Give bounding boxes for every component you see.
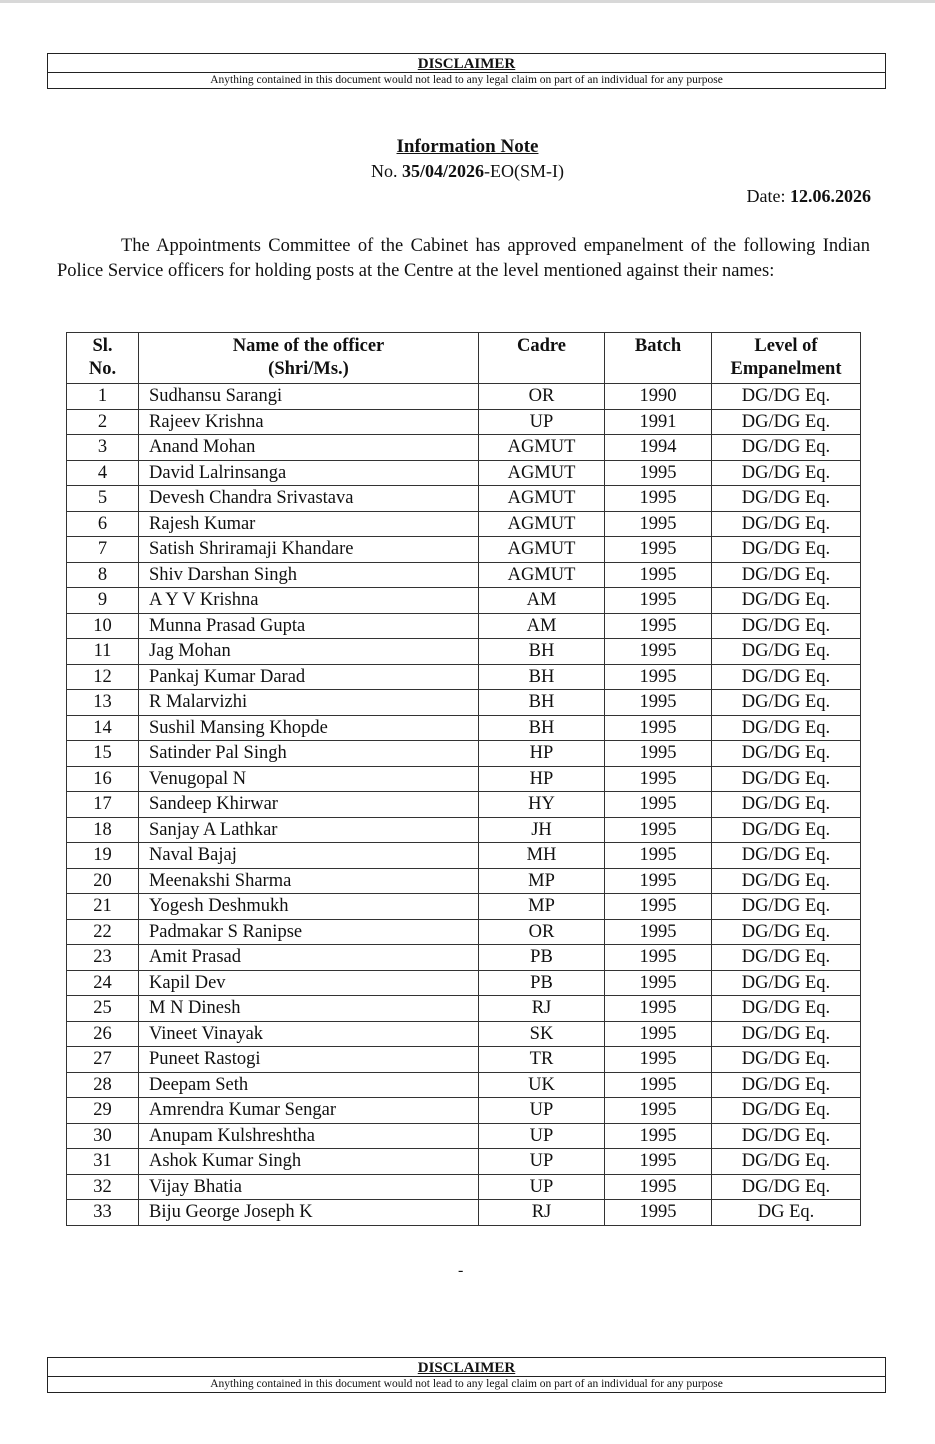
table-row <box>67 1174 861 1200</box>
cell-level: DG/DG Eq. <box>712 384 861 410</box>
cell-level: DG/DG Eq. <box>712 996 861 1022</box>
cell-name: A Y V Krishna <box>139 588 479 614</box>
disclaimer-text: Anything contained in this document would not lead to any legal claim on part of an individual for any purpose <box>210 1378 723 1390</box>
cell-level: DG/DG Eq. <box>712 1149 861 1175</box>
cell-level: DG/DG Eq. <box>712 817 861 843</box>
cell-batch: 1995 <box>605 639 712 665</box>
cell-level: DG/DG Eq. <box>712 1174 861 1200</box>
cell-sl: 6 <box>67 511 139 537</box>
cell-name: Sandeep Khirwar <box>139 792 479 818</box>
cell-batch: 1995 <box>605 588 712 614</box>
cell-sl: 17 <box>67 792 139 818</box>
cell-sl: 23 <box>67 945 139 971</box>
cell-level: DG/DG Eq. <box>712 1098 861 1124</box>
information-note-title: Information Note <box>396 136 539 157</box>
cell-cadre: UP <box>479 1174 605 1200</box>
cell-level: DG/DG Eq. <box>712 690 861 716</box>
cell-cadre: BH <box>479 639 605 665</box>
cell-batch: 1995 <box>605 1098 712 1124</box>
cell-cadre: AM <box>479 613 605 639</box>
cell-sl: 26 <box>67 1021 139 1047</box>
cell-sl: 25 <box>67 996 139 1022</box>
officers-table <box>66 332 861 1226</box>
cell-name: Vineet Vinayak <box>139 1021 479 1047</box>
cell-cadre: MH <box>479 843 605 869</box>
cell-cadre: OR <box>479 919 605 945</box>
cell-sl: 10 <box>67 613 139 639</box>
cell-sl: 19 <box>67 843 139 869</box>
cell-name: Jag Mohan <box>139 639 479 665</box>
cell-batch: 1995 <box>605 715 712 741</box>
table-row <box>67 996 861 1022</box>
cell-sl: 33 <box>67 1200 139 1226</box>
cell-level: DG/DG Eq. <box>712 970 861 996</box>
cell-level: DG/DG Eq. <box>712 766 861 792</box>
cell-cadre: AGMUT <box>479 435 605 461</box>
cell-batch: 1995 <box>605 486 712 512</box>
cell-batch: 1995 <box>605 1149 712 1175</box>
table-row <box>67 409 861 435</box>
disclaimer-text: Anything contained in this document would not lead to any legal claim on part of an individual for any purpose <box>210 74 723 86</box>
cell-cadre: HP <box>479 741 605 767</box>
cell-sl: 12 <box>67 664 139 690</box>
cell-level: DG/DG Eq. <box>712 537 861 563</box>
cell-sl: 16 <box>67 766 139 792</box>
cell-level: DG/DG Eq. <box>712 562 861 588</box>
cell-name: Anand Mohan <box>139 435 479 461</box>
cell-batch: 1995 <box>605 562 712 588</box>
cell-level: DG Eq. <box>712 1200 861 1226</box>
table-row <box>67 588 861 614</box>
cell-name: Puneet Rastogi <box>139 1047 479 1073</box>
cell-sl: 5 <box>67 486 139 512</box>
cell-name: Pankaj Kumar Darad <box>139 664 479 690</box>
cell-level: DG/DG Eq. <box>712 435 861 461</box>
cell-sl: 9 <box>67 588 139 614</box>
cell-name: Satinder Pal Singh <box>139 741 479 767</box>
cell-name: Deepam Seth <box>139 1072 479 1098</box>
cell-name: Ashok Kumar Singh <box>139 1149 479 1175</box>
cell-cadre: TR <box>479 1047 605 1073</box>
cell-name: Rajesh Kumar <box>139 511 479 537</box>
cell-name: Shiv Darshan Singh <box>139 562 479 588</box>
table-row <box>67 766 861 792</box>
table-row <box>67 868 861 894</box>
cell-level: DG/DG Eq. <box>712 1072 861 1098</box>
cell-batch: 1991 <box>605 409 712 435</box>
disclaimer-divider <box>48 1376 885 1377</box>
table-row <box>67 486 861 512</box>
cell-batch: 1995 <box>605 1047 712 1073</box>
note-number-bold: 35/04/2026 <box>402 161 485 181</box>
table-row <box>67 1021 861 1047</box>
cell-sl: 11 <box>67 639 139 665</box>
cell-name: Sanjay A Lathkar <box>139 817 479 843</box>
cell-cadre: BH <box>479 690 605 716</box>
table-row <box>67 1098 861 1124</box>
header-batch-label: Batch <box>634 336 682 356</box>
cell-sl: 21 <box>67 894 139 920</box>
disclaimer-box-bottom <box>47 1357 886 1393</box>
header-cadre <box>479 333 605 384</box>
cell-sl: 7 <box>67 537 139 563</box>
cell-level: DG/DG Eq. <box>712 741 861 767</box>
cell-name: Vijay Bhatia <box>139 1174 479 1200</box>
cell-name: Kapil Dev <box>139 970 479 996</box>
cell-level: DG/DG Eq. <box>712 1021 861 1047</box>
cell-batch: 1995 <box>605 996 712 1022</box>
cell-cadre: RJ <box>479 1200 605 1226</box>
cell-name: Biju George Joseph K <box>139 1200 479 1226</box>
cell-cadre: UP <box>479 1149 605 1175</box>
cell-name: Meenakshi Sharma <box>139 868 479 894</box>
header-sl-no <box>67 333 139 384</box>
cell-name: Amrendra Kumar Sengar <box>139 1098 479 1124</box>
cell-cadre: OR <box>479 384 605 410</box>
cell-cadre: MP <box>479 894 605 920</box>
disclaimer-title: DISCLAIMER <box>417 1360 516 1376</box>
cell-cadre: SK <box>479 1021 605 1047</box>
cell-level: DG/DG Eq. <box>712 1047 861 1073</box>
cell-level: DG/DG Eq. <box>712 945 861 971</box>
cell-batch: 1995 <box>605 843 712 869</box>
cell-name: Amit Prasad <box>139 945 479 971</box>
header-name-line2: (Shri/Ms.) <box>268 359 349 379</box>
cell-sl: 24 <box>67 970 139 996</box>
cell-batch: 1995 <box>605 537 712 563</box>
table-row <box>67 1072 861 1098</box>
cell-name: David Lalrinsanga <box>139 460 479 486</box>
cell-sl: 3 <box>67 435 139 461</box>
disclaimer-box-top <box>47 53 886 89</box>
cell-cadre: AM <box>479 588 605 614</box>
cell-level: DG/DG Eq. <box>712 511 861 537</box>
cell-sl: 13 <box>67 690 139 716</box>
cell-level: DG/DG Eq. <box>712 588 861 614</box>
information-note-date <box>747 185 871 207</box>
cell-sl: 1 <box>67 384 139 410</box>
intro-paragraph: The Appointments Committee of the Cabinet has approved empanelment of the following Indian Police Service officers for holding posts at the Centre at the level mentioned against their names: <box>57 236 870 281</box>
cell-name: Sudhansu Sarangi <box>139 384 479 410</box>
cell-cadre: AGMUT <box>479 460 605 486</box>
header-sl-line1: Sl. <box>92 336 113 356</box>
table-row <box>67 741 861 767</box>
cell-batch: 1995 <box>605 664 712 690</box>
cell-cadre: BH <box>479 664 605 690</box>
disclaimer-title: DISCLAIMER <box>417 56 516 72</box>
cell-batch: 1995 <box>605 766 712 792</box>
table-row <box>67 970 861 996</box>
cell-name: M N Dinesh <box>139 996 479 1022</box>
cell-batch: 1994 <box>605 435 712 461</box>
cell-level: DG/DG Eq. <box>712 613 861 639</box>
cell-batch: 1995 <box>605 792 712 818</box>
cell-level: DG/DG Eq. <box>712 486 861 512</box>
page-top-edge <box>0 0 935 3</box>
cell-level: DG/DG Eq. <box>712 868 861 894</box>
table-row <box>67 690 861 716</box>
cell-batch: 1995 <box>605 817 712 843</box>
cell-batch: 1995 <box>605 894 712 920</box>
table-row <box>67 715 861 741</box>
table-row <box>67 1200 861 1226</box>
cell-name: R Malarvizhi <box>139 690 479 716</box>
table-row <box>67 384 861 410</box>
cell-cadre: AGMUT <box>479 537 605 563</box>
cell-cadre: UP <box>479 409 605 435</box>
header-batch <box>605 333 712 384</box>
cell-cadre: UK <box>479 1072 605 1098</box>
cell-name: Munna Prasad Gupta <box>139 613 479 639</box>
cell-level: DG/DG Eq. <box>712 894 861 920</box>
cell-level: DG/DG Eq. <box>712 792 861 818</box>
cell-sl: 28 <box>67 1072 139 1098</box>
cell-batch: 1995 <box>605 1200 712 1226</box>
cell-sl: 20 <box>67 868 139 894</box>
table-row <box>67 1123 861 1149</box>
cell-name: Devesh Chandra Srivastava <box>139 486 479 512</box>
cell-batch: 1995 <box>605 868 712 894</box>
cell-name: Yogesh Deshmukh <box>139 894 479 920</box>
table-row <box>67 1047 861 1073</box>
cell-batch: 1995 <box>605 1072 712 1098</box>
disclaimer-divider <box>48 72 885 73</box>
cell-batch: 1995 <box>605 945 712 971</box>
cell-name: Anupam Kulshreshtha <box>139 1123 479 1149</box>
cell-name: Rajeev Krishna <box>139 409 479 435</box>
cell-cadre: HY <box>479 792 605 818</box>
table-row <box>67 537 861 563</box>
table-row <box>67 843 861 869</box>
table-row <box>67 511 861 537</box>
cell-batch: 1995 <box>605 741 712 767</box>
cell-cadre: HP <box>479 766 605 792</box>
table-row <box>67 792 861 818</box>
cell-batch: 1995 <box>605 1123 712 1149</box>
note-number-suffix: -EO(SM-I) <box>484 161 564 181</box>
table-row <box>67 460 861 486</box>
table-row <box>67 945 861 971</box>
cell-name: Padmakar S Ranipse <box>139 919 479 945</box>
cell-name: Venugopal N <box>139 766 479 792</box>
cell-level: DG/DG Eq. <box>712 715 861 741</box>
date-label: Date: <box>746 186 790 206</box>
cell-batch: 1995 <box>605 460 712 486</box>
header-sl-line2: No. <box>88 359 117 379</box>
table-row <box>67 435 861 461</box>
table-header-row <box>67 333 861 384</box>
cell-sl: 27 <box>67 1047 139 1073</box>
cell-cadre: RJ <box>479 996 605 1022</box>
cell-level: DG/DG Eq. <box>712 664 861 690</box>
cell-batch: 1995 <box>605 1021 712 1047</box>
cell-cadre: UP <box>479 1123 605 1149</box>
cell-name: Naval Bajaj <box>139 843 479 869</box>
cell-sl: 15 <box>67 741 139 767</box>
header-name-line1: Name of the officer <box>232 336 385 356</box>
cell-level: DG/DG Eq. <box>712 843 861 869</box>
cell-cadre: JH <box>479 817 605 843</box>
cell-batch: 1995 <box>605 1174 712 1200</box>
cell-sl: 31 <box>67 1149 139 1175</box>
table-row <box>67 613 861 639</box>
header-level-line2: Empanelment <box>730 359 842 379</box>
cell-level: DG/DG Eq. <box>712 460 861 486</box>
header-level-line1: Level of <box>754 336 818 356</box>
date-value: 12.06.2026 <box>790 186 871 206</box>
table-row <box>67 664 861 690</box>
cell-level: DG/DG Eq. <box>712 639 861 665</box>
note-number-prefix: No. <box>371 161 402 181</box>
cell-sl: 30 <box>67 1123 139 1149</box>
header-level <box>712 333 861 384</box>
cell-sl: 2 <box>67 409 139 435</box>
cell-batch: 1995 <box>605 970 712 996</box>
cell-level: DG/DG Eq. <box>712 409 861 435</box>
cell-batch: 1995 <box>605 511 712 537</box>
header-cadre-label: Cadre <box>517 336 566 356</box>
cell-cadre: AGMUT <box>479 486 605 512</box>
table-row <box>67 894 861 920</box>
table-row <box>67 1149 861 1175</box>
cell-cadre: PB <box>479 970 605 996</box>
table-row <box>67 919 861 945</box>
page-marker: - <box>458 1262 464 1279</box>
table-row <box>67 639 861 665</box>
cell-sl: 32 <box>67 1174 139 1200</box>
cell-cadre: MP <box>479 868 605 894</box>
cell-name: Satish Shriramaji Khandare <box>139 537 479 563</box>
cell-sl: 4 <box>67 460 139 486</box>
cell-sl: 18 <box>67 817 139 843</box>
cell-cadre: UP <box>479 1098 605 1124</box>
cell-cadre: AGMUT <box>479 511 605 537</box>
cell-batch: 1995 <box>605 919 712 945</box>
cell-cadre: AGMUT <box>479 562 605 588</box>
information-note-number <box>0 160 935 182</box>
cell-level: DG/DG Eq. <box>712 1123 861 1149</box>
table-row <box>67 562 861 588</box>
cell-level: DG/DG Eq. <box>712 919 861 945</box>
cell-sl: 22 <box>67 919 139 945</box>
cell-batch: 1990 <box>605 384 712 410</box>
cell-sl: 29 <box>67 1098 139 1124</box>
cell-cadre: BH <box>479 715 605 741</box>
header-name <box>139 333 479 384</box>
cell-sl: 8 <box>67 562 139 588</box>
cell-batch: 1995 <box>605 690 712 716</box>
cell-name: Sushil Mansing Khopde <box>139 715 479 741</box>
table-row <box>67 817 861 843</box>
cell-sl: 14 <box>67 715 139 741</box>
cell-cadre: PB <box>479 945 605 971</box>
cell-batch: 1995 <box>605 613 712 639</box>
